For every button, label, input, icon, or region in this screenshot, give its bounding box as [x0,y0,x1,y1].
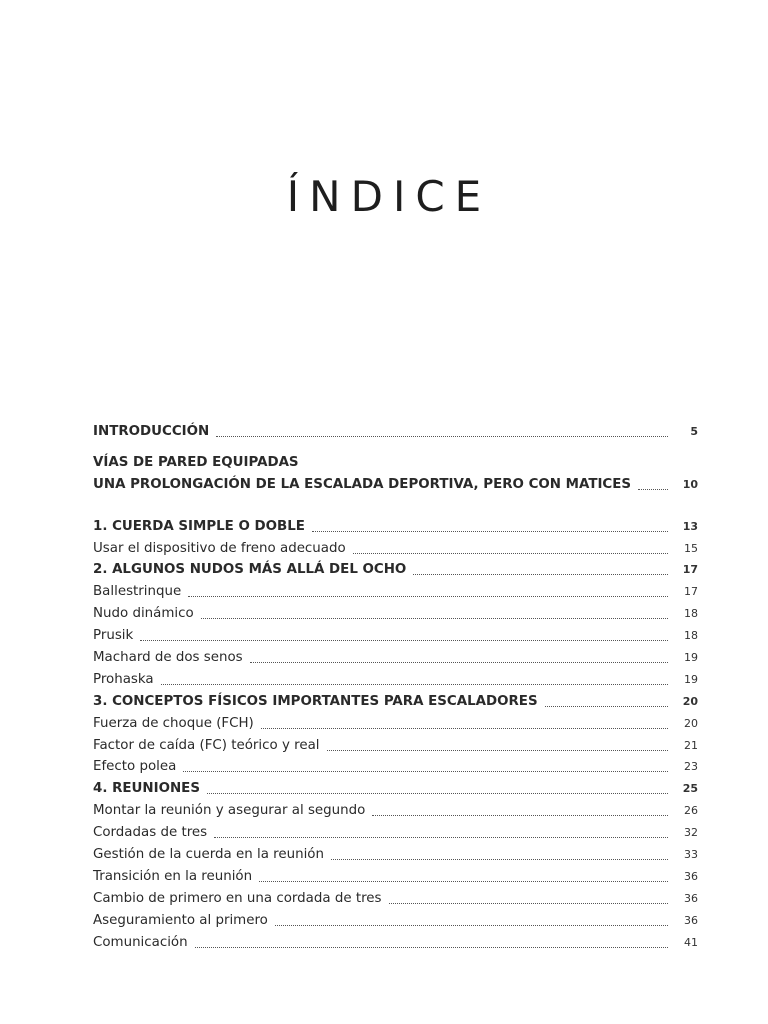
toc-entry-introduccion[interactable] [93,421,698,443]
page-title: ÍNDICE [286,172,492,221]
toc-entry-label: Prohaska [93,671,154,687]
toc-entry-label: Comunicación [93,934,188,950]
toc-entry-section-sub[interactable] [93,474,698,496]
dot-leader [140,639,668,641]
toc-chapter-entry[interactable] [93,778,698,800]
toc-entry-label: Factor de caída (FC) teórico y real [93,737,320,753]
toc-page-number: 5 [690,425,698,438]
toc-entry-label: Usar el dispositivo de freno adecuado [93,540,346,556]
toc-entry-label: Transición en la reunión [93,868,253,884]
toc-entry-label: 3. CONCEPTOS FÍSICOS IMPORTANTES PARA ESCALADORES [93,693,538,709]
dot-leader [207,792,668,794]
toc-entry-label: Prusik [93,628,134,644]
toc-entry-label: Aseguramiento al primero [93,912,268,928]
toc-chapter-entry[interactable] [93,691,698,713]
toc-page-number: 18 [684,629,698,643]
toc-section-header [93,452,698,474]
toc-entry[interactable] [93,822,698,844]
toc-entry-label: Montar la reunión y asegurar al segundo [93,803,366,819]
toc-entry[interactable] [93,603,698,625]
toc-entry[interactable] [93,932,698,954]
dot-leader [389,902,668,904]
toc-page-number: 19 [684,651,698,665]
toc-entry[interactable] [93,800,698,822]
toc-page-number: 19 [684,672,698,686]
toc-entry[interactable] [93,647,698,669]
toc-section-label: VÍAS DE PARED EQUIPADAS [93,454,299,470]
toc-entry-label: 2. ALGUNOS NUDOS MÁS ALLÁ DEL OCHO [93,562,407,578]
toc-chapter-entry[interactable] [93,559,698,581]
toc-entry-label: Ballestrinque [93,584,182,600]
toc-page-number: 26 [684,804,698,818]
toc-entry[interactable] [93,625,698,647]
toc-entry-label: Gestión de la cuerda en la reunión [93,847,324,863]
dot-leader [161,683,668,685]
dot-leader [259,880,668,882]
toc-entry[interactable] [93,844,698,866]
dot-leader [188,595,668,597]
toc-entry-label: 1. CUERDA SIMPLE O DOBLE [93,518,305,534]
dot-leader [353,552,668,554]
toc-page-number: 20 [682,694,698,708]
toc-entry[interactable] [93,910,698,932]
toc-entries-list [93,516,698,954]
toc-entry[interactable] [93,735,698,757]
toc-entry-label: 4. REUNIONES [93,781,200,797]
toc-page-number: 23 [684,760,698,774]
toc-entry-label: Cambio de primero en una cordada de tres [93,890,382,906]
dot-leader [312,530,668,532]
spacer [93,496,698,516]
dot-leader [545,705,668,707]
dot-leader [201,617,668,619]
dot-leader [195,946,668,948]
dot-leader [216,435,668,437]
toc-page-number: 20 [684,716,698,730]
dot-leader [250,661,668,663]
toc-entry-label: Efecto polea [93,759,177,775]
toc-page-number: 21 [684,738,698,752]
toc-entry-label: Cordadas de tres [93,825,208,841]
toc-entry[interactable] [93,669,698,691]
toc-page-number: 41 [684,935,698,949]
dot-leader [638,488,668,490]
toc-page-number: 32 [684,826,698,840]
toc-page-number: 17 [682,563,698,577]
toc-entry-label: UNA PROLONGACIÓN DE LA ESCALADA DEPORTIVA, PERO CON MATICES [93,476,632,492]
dot-leader [183,770,668,772]
toc-entry[interactable] [93,866,698,888]
toc-entry[interactable] [93,756,698,778]
dot-leader [331,858,668,860]
toc-page-number: 15 [684,541,698,555]
toc-page-number: 18 [684,607,698,621]
toc-entry-label: Fuerza de choque (FCH) [93,715,254,731]
toc-chapter-entry[interactable] [93,516,698,538]
toc-page-number: 13 [682,519,698,533]
table-of-contents [93,421,698,953]
toc-entry-label: Machard de dos senos [93,650,243,666]
toc-page-number: 17 [684,585,698,599]
dot-leader [261,727,668,729]
toc-page-number: 25 [682,782,698,796]
spacer [93,443,698,452]
dot-leader [275,924,668,926]
dot-leader [327,749,668,751]
toc-page-number: 10 [682,477,698,491]
toc-entry[interactable] [93,538,698,560]
toc-entry[interactable] [93,888,698,910]
toc-page-number: 36 [684,891,698,905]
toc-entry-label: Nudo dinámico [93,606,194,622]
toc-entry-label: INTRODUCCIÓN [93,424,210,439]
dot-leader [372,814,668,816]
toc-entry[interactable] [93,581,698,603]
toc-page-number: 36 [684,869,698,883]
toc-page-number: 33 [684,848,698,862]
dot-leader [214,836,668,838]
toc-entry[interactable] [93,713,698,735]
toc-page-number: 36 [684,913,698,927]
dot-leader [413,573,668,575]
